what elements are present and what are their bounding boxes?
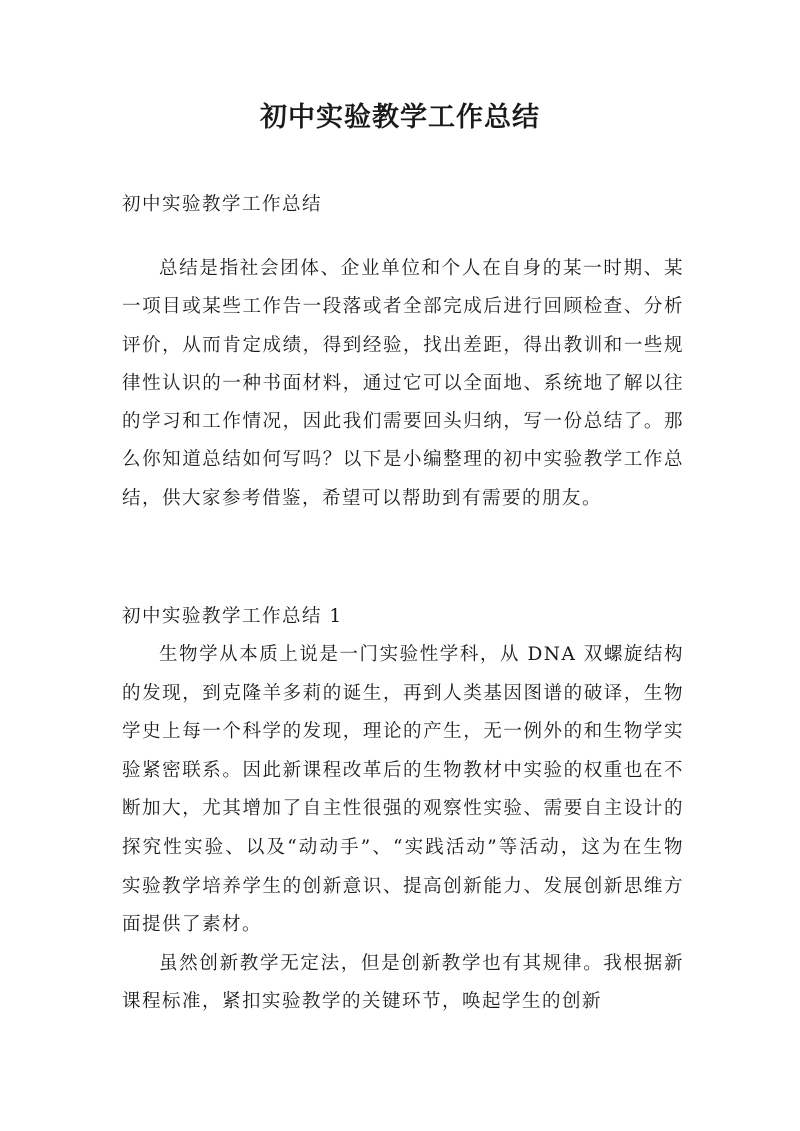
intro-paragraph: 总结是指社会团体、企业单位和个人在自身的某一时期、某一项目或某些工作告一段落或者全部完成后进行回顾检查、分析评价，从而肯定成绩，得到经验，找出差距，得出教训和一些规律性认识的一种书面材料，通过它可以全面地、系统地了解以往的学习和工作情况，因此我们需要回头归纳，写一份总结了。那么你知道总结如何写吗？以下是小编整理的初中实验教学工作总结，供大家参考借鉴，希望可以帮助到有需要的朋友。 xyxy=(122,258,684,509)
section-paragraph: 虽然创新教学无定法，但是创新教学也有其规律。我根据新课程标准，紧扣实验教学的关键环节，唤起学生的创新 xyxy=(122,952,684,1013)
section-heading: 初中实验教学工作总结 1 xyxy=(122,606,343,627)
section-body xyxy=(122,636,684,1022)
section-paragraph: 生物学从本质上说是一门实验性学科，从 DNA 双螺旋结构的发现，到克隆羊多莉的诞生，再到人类基因图谱的破译，生物学史上每一个科学的发现，理论的产生，无一例外的和生物学实验紧密联系。因此新课程改革后的生物教材中实验的权重也在不断加大，尤其增加了自主性很强的观察性实验、需要自主设计的探究性实验、以及“动动手”、“实践活动”等活动，这为在生物实验教学培养学生的创新意识、提高创新能力、发展创新思维方面提供了素材。 xyxy=(122,644,684,936)
document-title: 初中实验教学工作总结 xyxy=(260,102,540,133)
document-subtitle: 初中实验教学工作总结 xyxy=(122,194,323,215)
